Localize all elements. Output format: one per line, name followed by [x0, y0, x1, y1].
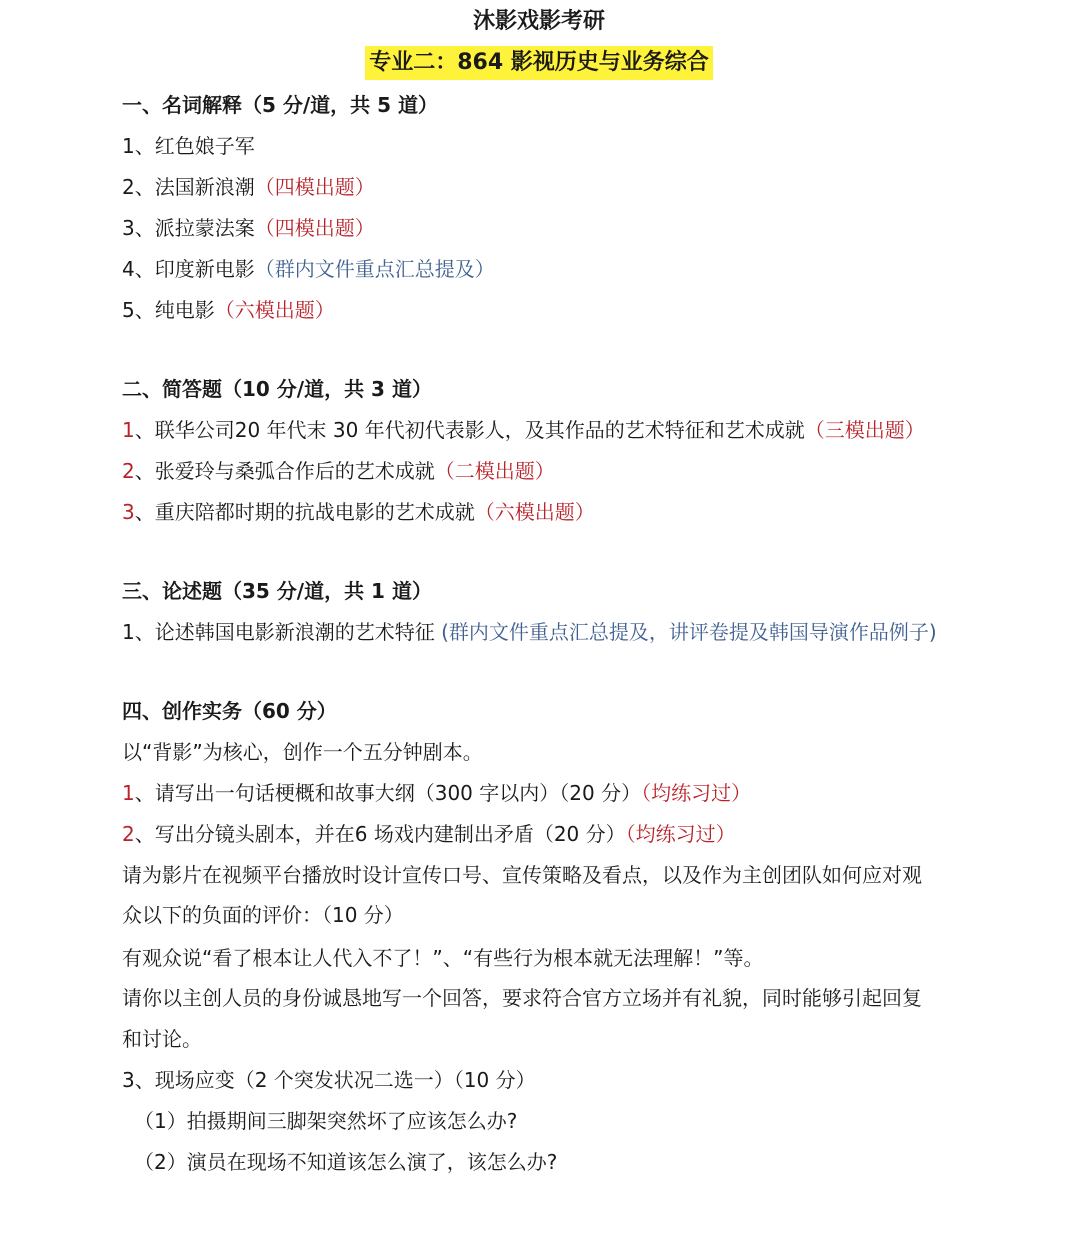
item-text: 、张爱玲与桑弧合作后的艺术成就 [134, 459, 435, 483]
section-1-item-3 [122, 213, 375, 243]
item-text: 1、红色娘子军 [122, 134, 255, 158]
item-number: 3 [122, 500, 135, 524]
section-4-item-3: 3、现场应变（2 个突发状况二选一）（10 分） [122, 1068, 536, 1092]
section-4-intro: 以“背影”为核心，创作一个五分钟剧本。 [122, 740, 483, 764]
paragraph-1-line-1: 请为影片在视频平台播放时设计宣传口号、宣传策略及看点，以及作为主创团队如何应对观 [122, 863, 922, 887]
item-text: 4、印度新电影 [122, 257, 255, 281]
item-note: （四模出题） [254, 175, 375, 199]
item-text: 3、派拉蒙法案 [122, 216, 255, 240]
item-text: 2、法国新浪潮 [122, 175, 255, 199]
section-1-item-1 [122, 131, 255, 161]
document-title: 沐影戏影考研 [472, 9, 605, 34]
section-3-heading: 三、论述题（35 分/道，共 1 道） [122, 579, 432, 603]
item-note: （六模出题） [474, 500, 595, 524]
paragraph-2: 有观众说“看了根本让人代入不了！”、“有些行为根本就无法理解！”等。 [122, 946, 764, 970]
section-1-item-5 [122, 295, 335, 325]
item-number: 1 [122, 418, 135, 442]
item-text: 、重庆陪都时期的抗战电影的艺术成就 [134, 500, 475, 524]
item-note: （六模出题） [214, 298, 335, 322]
section-2-item-2 [122, 456, 555, 486]
paragraph-1-line-2: 众以下的负面的评价：（10 分） [122, 903, 404, 927]
section-2-heading: 二、简答题（10 分/道，共 3 道） [122, 377, 432, 401]
item-number: 2 [122, 822, 135, 846]
item-text: 1、论述韩国电影新浪潮的艺术特征 [122, 620, 442, 644]
item-text: 5、纯电影 [122, 298, 215, 322]
item-number: 1 [122, 781, 135, 805]
sub-item-1: （1）拍摄期间三脚架突然坏了应该怎么办? [134, 1109, 518, 1133]
section-1-item-4 [122, 254, 495, 284]
section-4-item-1 [122, 778, 751, 808]
item-text: 、联华公司20 年代末 30 年代初代表影人，及其作品的艺术特征和艺术成就 [134, 418, 805, 442]
section-4-item-2 [122, 819, 736, 849]
sub-item-2: （2）演员在现场不知道该怎么演了，该怎么办? [134, 1150, 558, 1174]
section-1-heading: 一、名词解释（5 分/道，共 5 道） [122, 93, 439, 117]
paragraph-3-line-1: 请你以主创人员的身份诚恳地写一个回答，要求符合官方立场并有礼貌，同时能够引起回复 [122, 986, 922, 1010]
item-number: 2 [122, 459, 135, 483]
section-2-item-3 [122, 497, 595, 527]
section-1-item-2 [122, 172, 375, 202]
paragraph-3-line-2: 和讨论。 [122, 1027, 202, 1051]
item-note: （三模出题） [804, 418, 925, 442]
item-note: （均练习过） [641, 781, 752, 805]
item-text: 、写出分镜头剧本，并在6 场戏内建制出矛盾（20 分） [134, 822, 626, 846]
item-note: （二模出题） [434, 459, 555, 483]
subtitle-wrapper [0, 46, 1078, 80]
section-3-item-1 [122, 617, 937, 647]
section-2-item-1 [122, 415, 925, 445]
item-note: （四模出题） [254, 216, 375, 240]
section-4-heading: 四、创作实务（60 分） [122, 699, 337, 723]
item-note: （均练习过） [625, 822, 736, 846]
item-note: （群内文件重点汇总提及） [254, 257, 495, 281]
item-text: 、请写出一句话梗概和故事大纲（300 字以内）（20 分） [134, 781, 642, 805]
document-subtitle: 专业二：864 影视历史与业务综合 [365, 46, 713, 80]
item-note: (群内文件重点汇总提及，讲评卷提及韩国导演作品例子) [441, 620, 937, 644]
